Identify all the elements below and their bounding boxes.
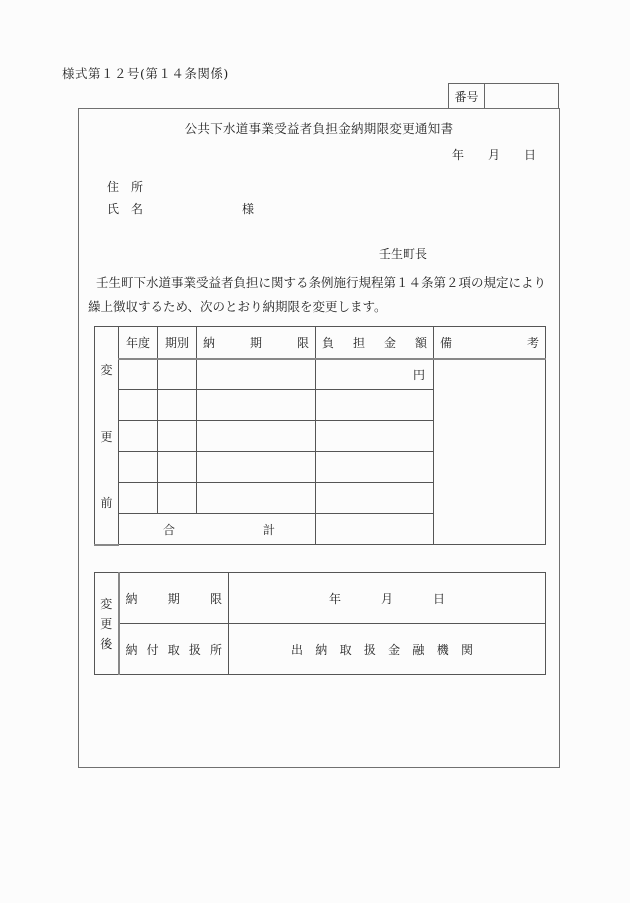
total-label [119,514,316,545]
document-number-box [448,83,559,108]
due-date-cell[interactable] [197,483,316,514]
header-char: 担 [352,335,365,350]
after-change-table [94,572,546,675]
value-char: 金 [388,642,401,657]
header-remarks [434,327,546,359]
label-char: 期 [167,591,180,606]
header-due-date [197,327,316,359]
side-char-1: 変 [100,363,113,377]
issuer-title: 壬生町長 [379,247,428,261]
period-cell[interactable] [158,421,197,452]
after-change-side-label [95,573,119,675]
period-cell[interactable] [158,390,197,421]
header-char: 限 [296,335,309,350]
amount-cell[interactable] [316,359,434,390]
table-row [95,359,546,390]
before-change-side-label [95,327,119,545]
form-number-label: 様式第１２号(第１４条関係) [62,66,229,81]
due-date-cell[interactable] [197,359,316,390]
header-char: 納 [203,335,216,350]
payment-place-row [95,624,546,675]
new-due-year: 年 [328,591,341,606]
label-char: 所 [209,642,222,657]
honorific-label: 様 [242,202,255,216]
header-char: 考 [526,335,539,350]
document-number-field[interactable] [485,84,558,108]
label-char: 納 [125,591,138,606]
label-char: 納 [125,642,138,657]
total-amount-cell[interactable] [316,514,434,545]
name-label: 氏 名 [107,202,144,216]
due-date-cell[interactable] [197,452,316,483]
payment-place-value [229,624,546,675]
header-amount [316,327,434,359]
side-char-2: 更 [100,616,113,631]
amount-cell[interactable] [316,390,434,421]
body-text-line-2: 繰上徴収するため、次のとおり納期限を変更します。 [88,299,387,314]
value-char: 取 [339,642,352,657]
document-title: 公共下水道事業受益者負担金納期限変更通知書 [184,121,454,136]
year-cell[interactable] [119,452,158,483]
label-char: 限 [209,591,222,606]
address-label: 住 所 [107,180,144,194]
issue-date-year: 年 [452,148,465,162]
year-cell[interactable] [119,390,158,421]
year-cell[interactable] [119,421,158,452]
label-char: 付 [146,642,159,657]
document-number-label: 番号 [449,84,485,108]
period-cell[interactable] [158,359,197,390]
value-char: 融 [412,642,425,657]
payment-place-label [119,624,229,675]
year-cell[interactable] [119,359,158,390]
header-period: 期別 [158,327,197,359]
new-due-date-label [119,573,229,624]
year-cell[interactable] [119,483,158,514]
total-char-2: 計 [262,522,275,537]
value-char: 機 [436,642,449,657]
header-char: 金 [383,335,396,350]
value-char: 納 [315,642,328,657]
before-change-table [94,326,546,546]
header-char: 額 [414,335,427,350]
due-date-cell[interactable] [197,390,316,421]
label-char: 取 [167,642,180,657]
header-char: 負 [322,335,335,350]
header-year: 年度 [119,327,158,359]
side-char-1: 変 [100,596,113,611]
side-char-2: 更 [100,429,113,444]
amount-cell[interactable] [316,452,434,483]
total-char-1: 合 [163,522,176,537]
label-char: 扱 [188,642,201,657]
period-cell[interactable] [158,452,197,483]
value-char: 扱 [363,642,376,657]
new-due-month: 月 [380,591,393,606]
period-cell[interactable] [158,483,197,514]
yen-unit: 円 [412,367,425,382]
due-date-cell[interactable] [197,421,316,452]
header-char: 期 [249,335,262,350]
due-date-row [95,573,546,624]
side-char-3: 前 [100,496,113,510]
value-char: 出 [291,642,304,657]
header-char: 備 [440,335,453,350]
amount-cell[interactable] [316,421,434,452]
issue-date-day: 日 [524,148,537,162]
issue-date-month: 月 [488,148,501,162]
new-due-date-field[interactable] [229,573,546,624]
amount-cell[interactable] [316,483,434,514]
remarks-cell[interactable] [434,359,546,545]
body-text-line-1: 壬生町下水道事業受益者負担に関する条例施行規程第１４条第２項の規定により [96,275,547,290]
value-char: 関 [460,642,473,657]
side-char-3: 後 [100,636,113,651]
new-due-day: 日 [433,591,446,606]
